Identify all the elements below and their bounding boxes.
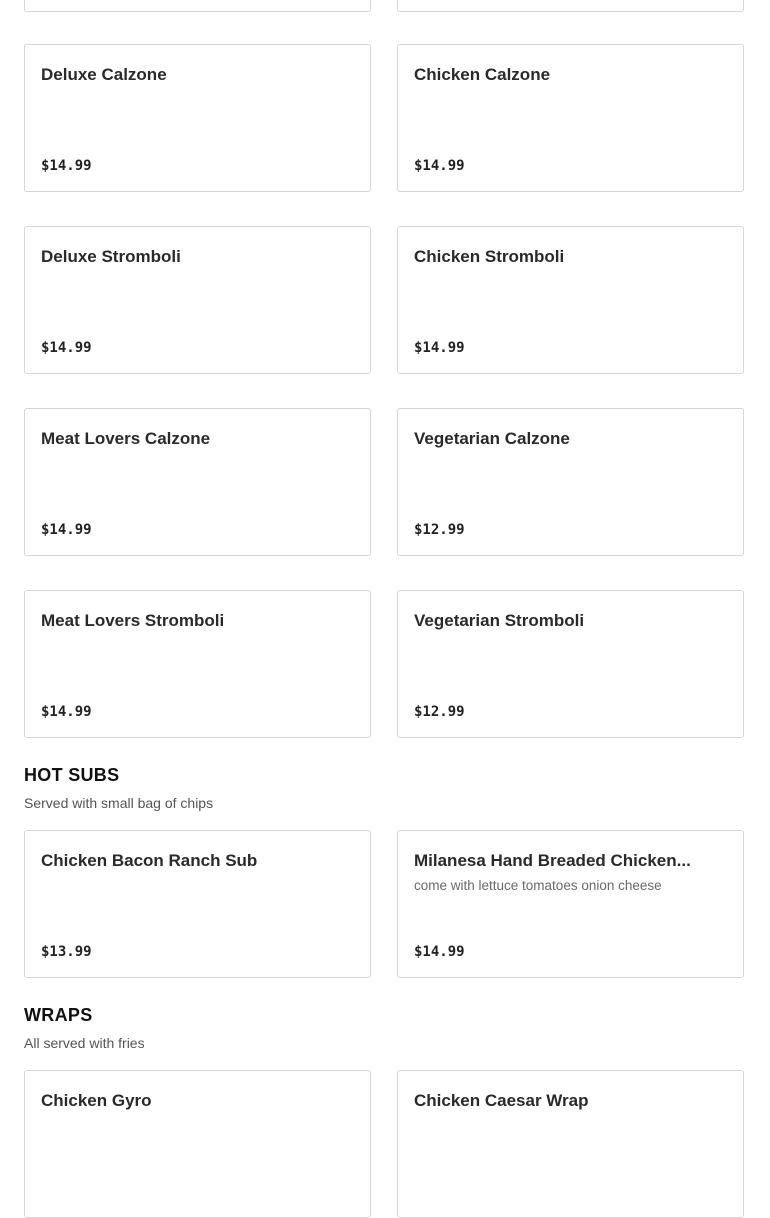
item-price: $14.99 (414, 158, 465, 174)
section-title-wraps: WRAPS (24, 1005, 93, 1025)
menu-item-card[interactable] (397, 830, 744, 978)
menu-item-card[interactable] (24, 226, 371, 374)
menu-item-card[interactable] (397, 226, 744, 374)
item-name: Chicken Bacon Ranch Sub (41, 851, 258, 870)
item-description: come with lettuce tomatoes onion cheese (414, 878, 662, 893)
item-name: Meat Lovers Calzone (41, 429, 211, 448)
menu-item-card[interactable] (24, 0, 371, 12)
menu-item-card[interactable] (397, 408, 744, 556)
menu-item-card[interactable] (24, 408, 371, 556)
item-name: Deluxe Stromboli (41, 247, 181, 266)
item-name: Vegetarian Stromboli (414, 611, 585, 630)
item-price: $14.99 (414, 340, 465, 356)
item-name: Chicken Calzone (414, 65, 551, 84)
item-name: Milanesa Hand Breaded Chicken... (414, 851, 691, 870)
item-price: $14.99 (41, 340, 92, 356)
item-name: Chicken Stromboli (414, 247, 565, 266)
menu-item-card[interactable] (397, 590, 744, 738)
item-name: Chicken Caesar Wrap (414, 1091, 589, 1110)
item-name: Meat Lovers Stromboli (41, 611, 225, 630)
item-price: $14.99 (41, 704, 92, 720)
item-price: $14.99 (41, 158, 92, 174)
item-name: Deluxe Calzone (41, 65, 167, 84)
menu-item-card[interactable] (24, 44, 371, 192)
menu-item-card[interactable] (397, 44, 744, 192)
menu-item-card[interactable] (397, 1070, 744, 1218)
item-price: $12.99 (414, 704, 465, 720)
menu-item-card[interactable] (397, 0, 744, 12)
menu-item-card[interactable] (24, 590, 371, 738)
menu-item-card[interactable] (24, 1070, 371, 1218)
menu-item-card[interactable] (24, 830, 371, 978)
item-price: $14.99 (41, 522, 92, 538)
section-description: All served with fries (24, 1035, 145, 1051)
item-price: $12.99 (414, 522, 465, 538)
section-description: Served with small bag of chips (24, 795, 214, 811)
section-title-hot-subs: HOT SUBS (24, 765, 120, 785)
item-name: Chicken Gyro (41, 1091, 152, 1110)
item-name: Vegetarian Calzone (414, 429, 570, 448)
item-price: $14.99 (414, 944, 465, 960)
item-price: $13.99 (41, 944, 92, 960)
